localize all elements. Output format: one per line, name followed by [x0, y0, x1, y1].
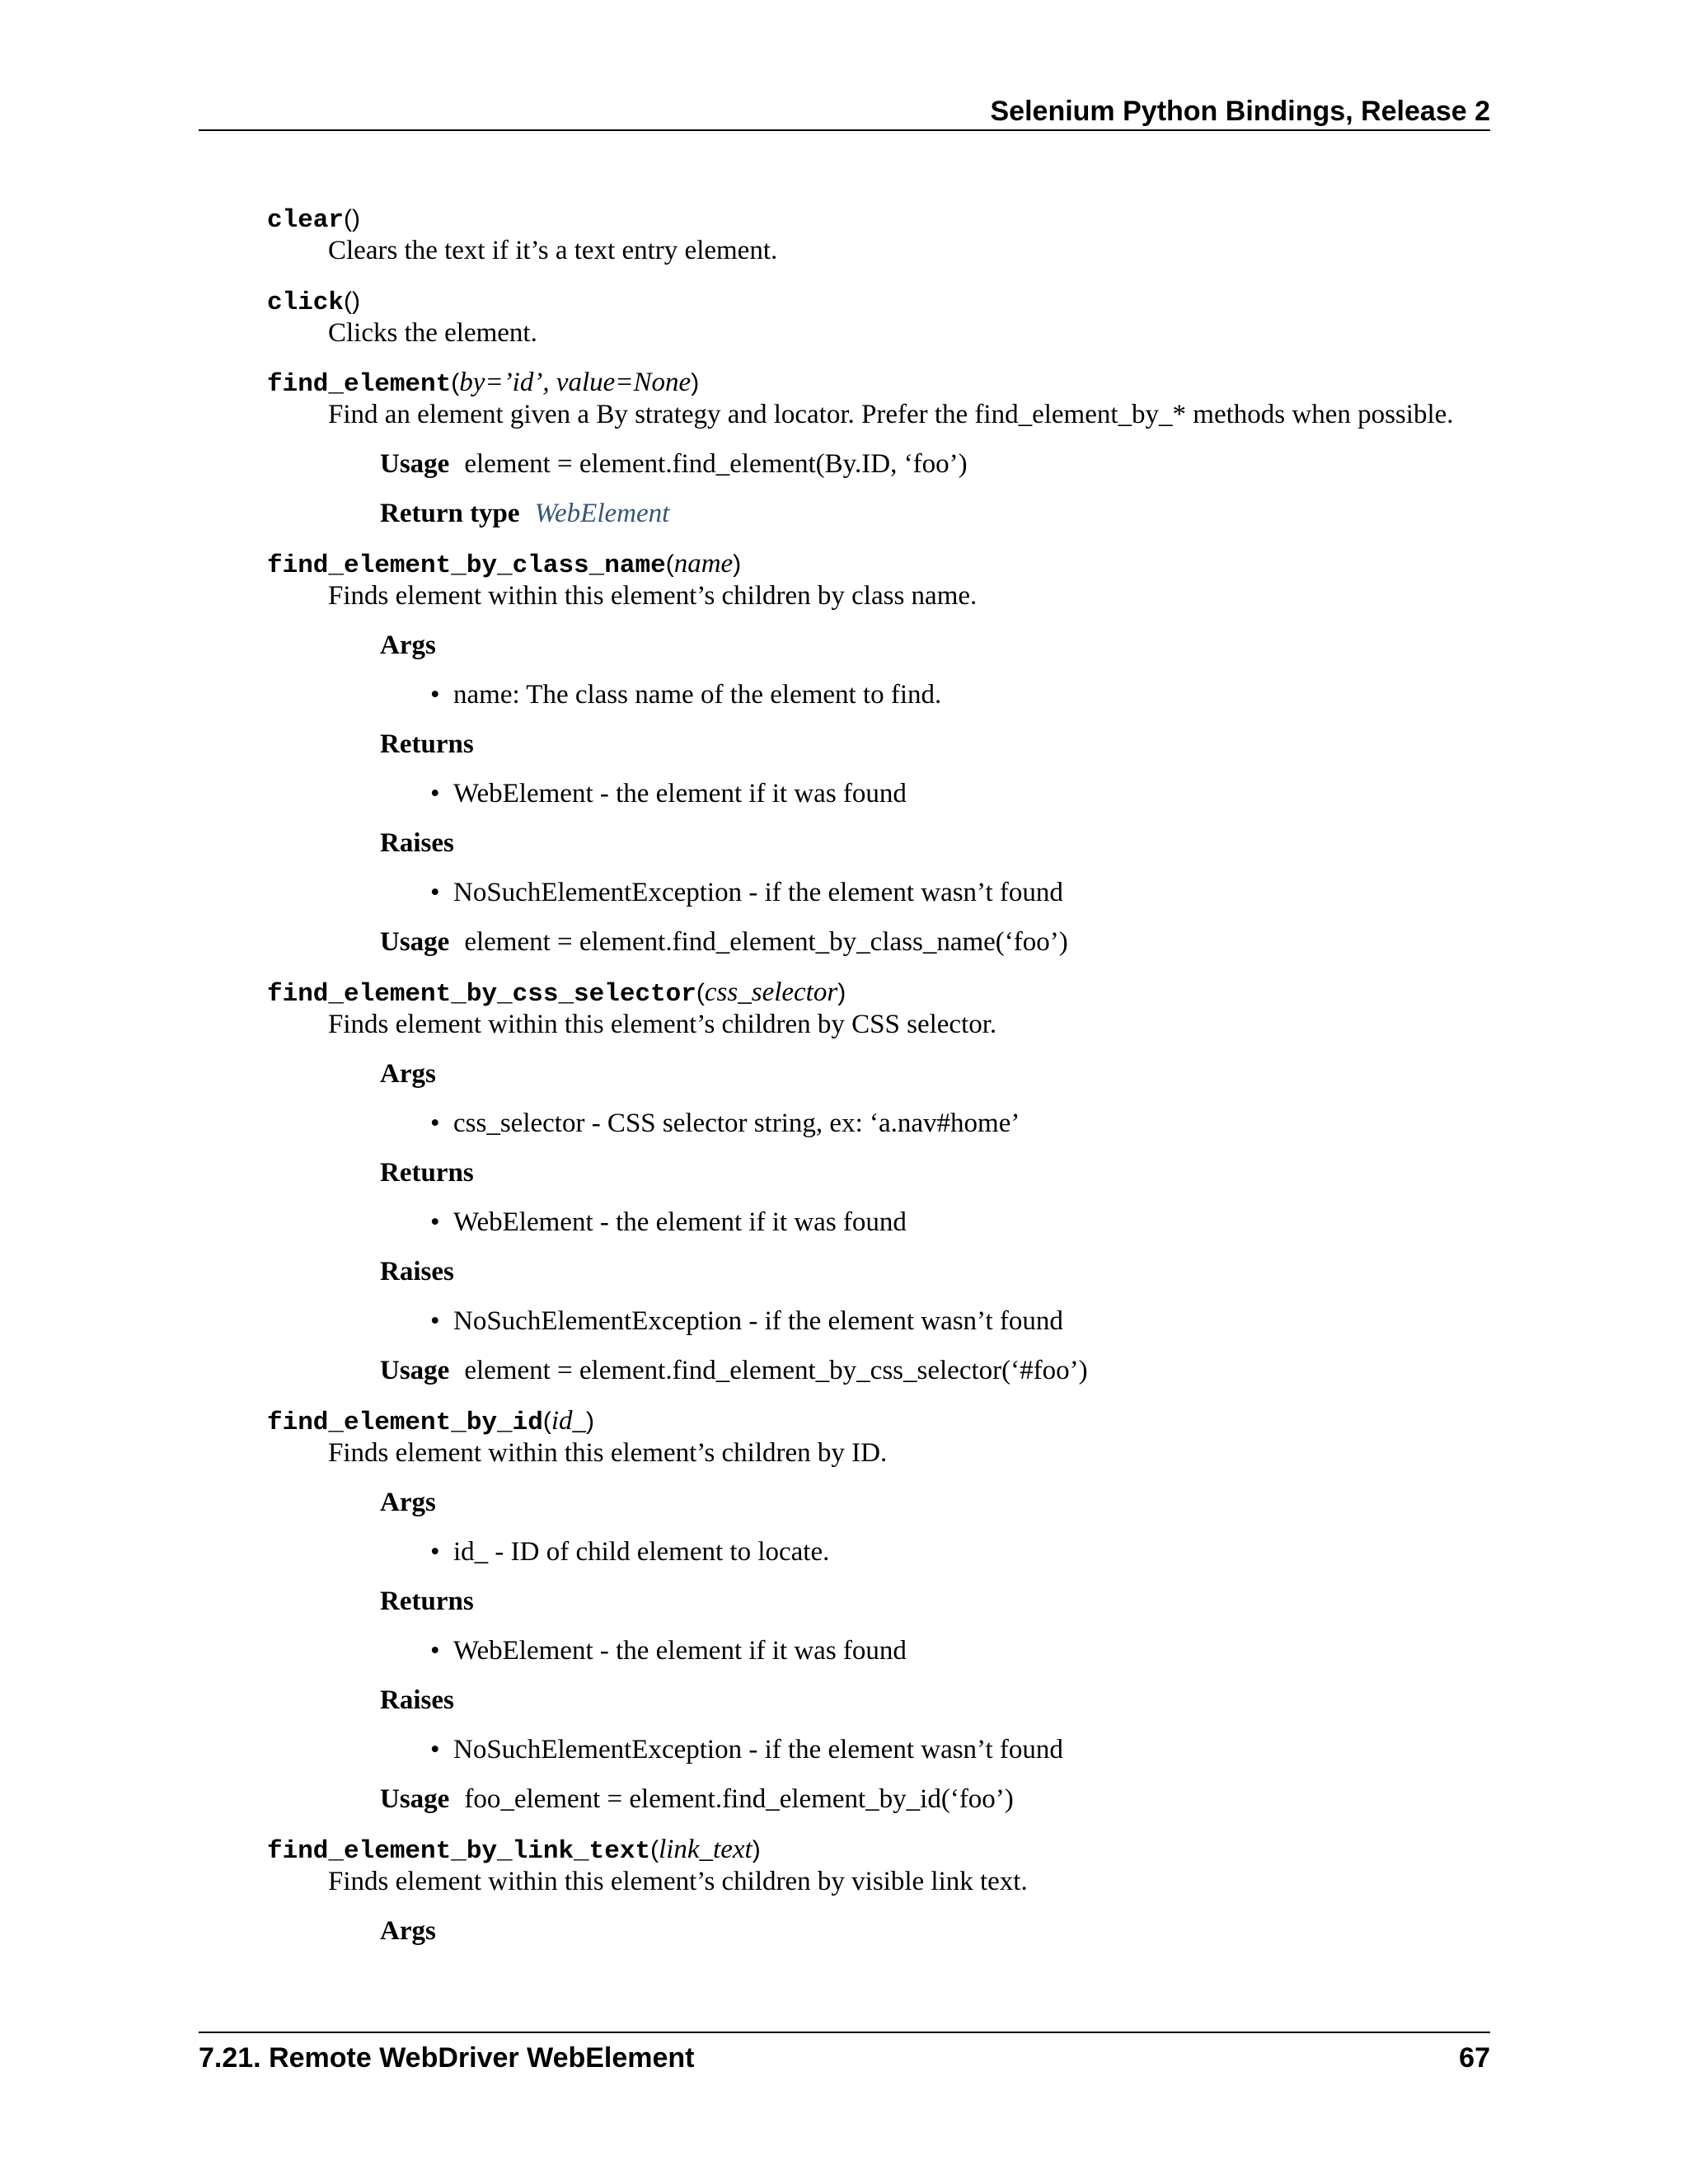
page-number: 67 [1459, 2042, 1490, 2074]
usage-field [380, 1783, 1014, 1816]
bullet-icon: • [430, 1306, 440, 1336]
paren-open: ( [344, 205, 353, 232]
method-description: Clears the text if it’s a text entry element. [328, 236, 778, 265]
method-description: Finds element within this element’s children by class name. [328, 581, 978, 611]
list-item-text: NoSuchElementException - if the element wasn’t found [453, 1306, 1063, 1336]
list-item-text: WebElement - the element if it was found [453, 1207, 907, 1237]
bullet-icon: • [430, 1108, 440, 1138]
usage-code: element = element.find_element_by_class_name(‘foo’) [464, 927, 1068, 957]
method-name: find_element_by_css_selector [267, 980, 696, 1009]
method-params: by=’id’, value=None [459, 368, 692, 397]
field-label: Usage [380, 927, 450, 957]
bullet-icon: • [430, 1735, 440, 1765]
paren-close: ) [586, 1408, 595, 1435]
method-description: Finds element within this element’s children by visible link text. [328, 1867, 1028, 1896]
paren-open: ( [696, 979, 705, 1006]
field-label: Raises [380, 1257, 454, 1286]
method-signature-find-element-by-css-selector [267, 976, 846, 1011]
paren-open: ( [542, 1408, 551, 1435]
method-signature-find-element-by-class-name [267, 547, 741, 583]
return-type-link[interactable]: WebElement [534, 499, 670, 528]
field-label: Raises [380, 1685, 454, 1715]
usage-code: foo_element = element.find_element_by_id(‘foo’) [464, 1784, 1014, 1814]
usage-code: element = element.find_element_by_css_selector(‘#foo’) [464, 1356, 1088, 1385]
args-label [380, 1057, 436, 1090]
returns-label [380, 728, 474, 761]
list-item-text: WebElement - the element if it was found [453, 1636, 907, 1666]
method-description: Finds element within this element’s children by ID. [328, 1438, 888, 1468]
method-signature-click [267, 284, 360, 320]
field-label: Usage [380, 1356, 450, 1385]
method-signature-find-element [267, 366, 699, 401]
paren-close: ) [691, 369, 700, 396]
returns-label [380, 1585, 474, 1618]
usage-field [380, 448, 968, 480]
list-item-text: css_selector - CSS selector string, ex: ‘a.nav#home’ [453, 1108, 1020, 1138]
field-label: Returns [380, 729, 474, 759]
usage-code: element = element.find_element(By.ID, ‘foo’) [464, 449, 968, 479]
footer-section-title: 7.21. Remote WebDriver WebElement [199, 2042, 695, 2074]
field-label: Args [380, 1916, 436, 1946]
method-params: name [673, 549, 734, 579]
paren-open: ( [665, 551, 674, 578]
list-item-text: NoSuchElementException - if the element wasn’t found [453, 878, 1063, 907]
bullet-icon: • [430, 1636, 440, 1666]
paren-close: ) [352, 205, 361, 232]
raises-label [380, 827, 454, 860]
field-label: Returns [380, 1158, 474, 1188]
usage-field [380, 1354, 1088, 1387]
method-name: find_element_by_link_text [267, 1837, 651, 1866]
method-signature-find-element-by-link-text [267, 1833, 761, 1868]
method-name: click [267, 288, 345, 317]
paren-open: ( [650, 1836, 659, 1863]
args-label [380, 1915, 436, 1947]
bullet-icon: • [430, 1537, 440, 1567]
page-header-title: Selenium Python Bindings, Release 2 [990, 96, 1490, 127]
field-label: Usage [380, 449, 450, 479]
paren-open: ( [344, 288, 353, 315]
usage-field [380, 926, 1068, 958]
method-name: find_element [267, 370, 452, 399]
paren-close: ) [752, 1836, 761, 1863]
field-label: Returns [380, 1586, 474, 1616]
method-name: find_element_by_class_name [267, 551, 666, 580]
raises-label [380, 1684, 454, 1717]
paren-open: ( [451, 369, 460, 396]
list-item-text: WebElement - the element if it was found [453, 779, 907, 808]
bullet-icon: • [430, 878, 440, 907]
method-params: css_selector [704, 977, 838, 1007]
paren-close: ) [837, 979, 846, 1006]
field-label: Return type [380, 499, 520, 528]
paren-close: ) [733, 551, 742, 578]
bullet-icon: • [430, 779, 440, 808]
returns-label [380, 1156, 474, 1189]
field-label: Usage [380, 1784, 450, 1814]
args-label [380, 629, 436, 662]
raises-label [380, 1255, 454, 1288]
field-label: Args [380, 630, 436, 660]
list-item-text: id_ - ID of child element to locate. [453, 1537, 830, 1567]
args-label [380, 1486, 436, 1519]
footer-rule [199, 2032, 1490, 2033]
method-description: Finds element within this element’s children by CSS selector. [328, 1010, 997, 1039]
bullet-icon: • [430, 680, 440, 710]
field-label: Args [380, 1059, 436, 1089]
header-rule [199, 129, 1490, 131]
method-name: clear [267, 206, 345, 235]
method-signature-find-element-by-id [267, 1404, 594, 1440]
method-description: Find an element given a By strategy and locator. Prefer the find_element_by_* methods when possible. [328, 400, 1454, 429]
method-params: id_ [551, 1406, 587, 1436]
field-label: Raises [380, 828, 454, 858]
return-type-field [380, 497, 669, 530]
paren-close: ) [352, 288, 361, 315]
field-label: Args [380, 1488, 436, 1517]
bullet-icon: • [430, 1207, 440, 1237]
method-params: link_text [659, 1835, 753, 1864]
method-signature-clear [267, 202, 360, 237]
list-item-text: name: The class name of the element to find. [453, 680, 942, 710]
method-name: find_element_by_id [267, 1408, 543, 1437]
method-description: Clicks the element. [328, 318, 537, 348]
list-item-text: NoSuchElementException - if the element wasn’t found [453, 1735, 1063, 1765]
